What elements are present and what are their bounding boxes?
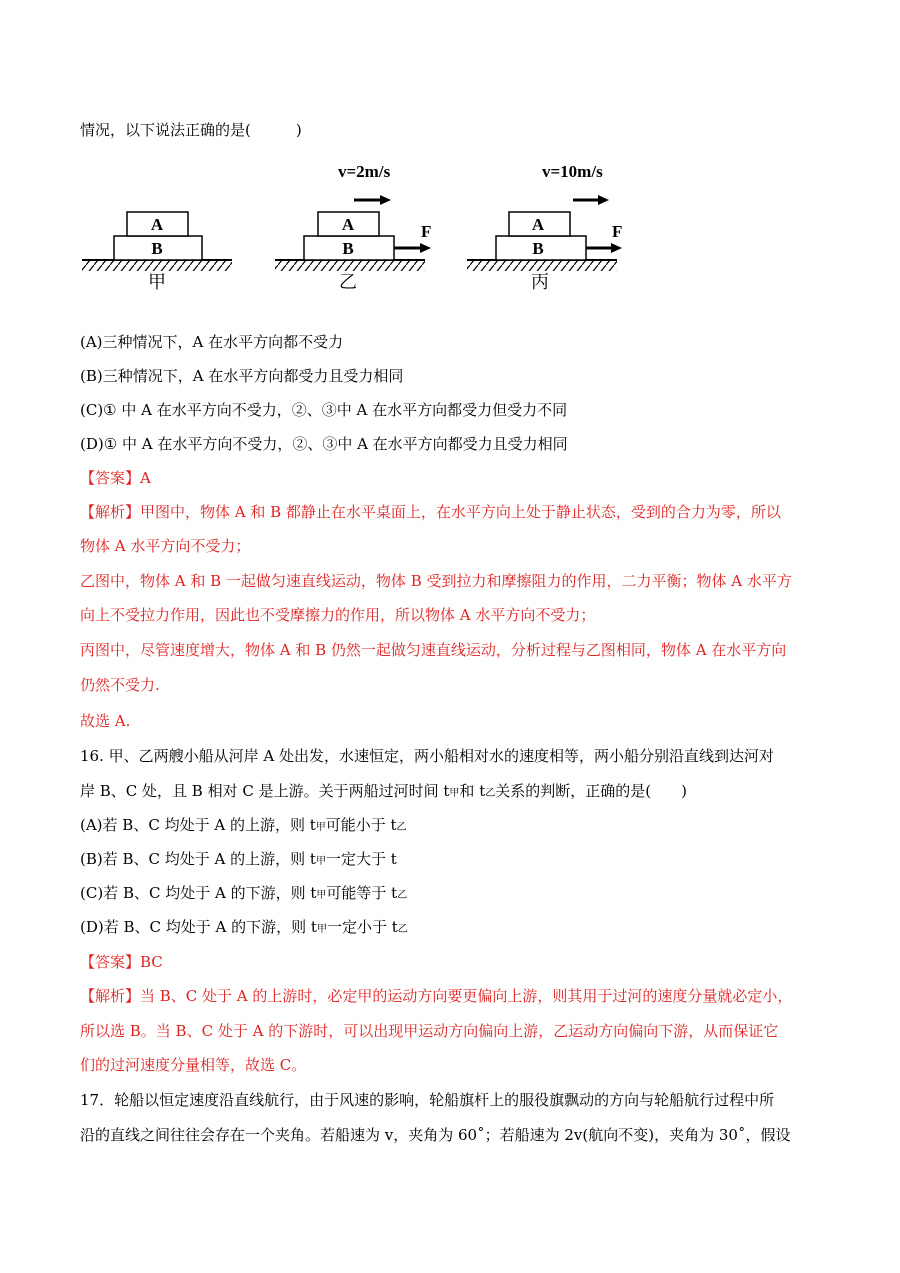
q16-analysis-line: 所以选 B。当 B、C 处于 A 的下游时，可以出现甲运动方向偏向上游，乙运动方向偏向下游，从而保证它 (80, 1022, 779, 1040)
figure-yi (275, 162, 431, 293)
velocity-arrow-icon (380, 195, 391, 205)
block-b-label: B (342, 239, 354, 258)
force-label: F (421, 222, 432, 241)
subscript: 乙 (396, 822, 407, 833)
q15-answer: 【答案】A (80, 469, 151, 487)
subscript: 甲 (315, 822, 326, 833)
ground-hatching (82, 261, 232, 271)
block-a-label: A (150, 215, 164, 234)
subscript: 乙 (397, 890, 408, 901)
velocity-arrow-icon (598, 195, 609, 205)
q16-option-c (80, 882, 840, 907)
text-segment: (D)若 B、C 均处于 A 的下游，则 t (80, 918, 317, 936)
q16-analysis-line: 们的过河速度分量相等，故选 C。 (80, 1056, 307, 1074)
q15-option-a: (A)三种情况下，A 在水平方向都不受力 (80, 333, 344, 351)
text-segment: 一定小于 t (326, 918, 398, 936)
ground-hatching (275, 261, 425, 271)
figure-name-bing: 丙 (531, 272, 549, 293)
q15-option-d: (D)① 中 A 在水平方向不受力，②、③中 A 在水平方向都受力且受力相同 (80, 435, 568, 453)
velocity-label: v=10m/s (542, 162, 603, 181)
subscript: 甲 (316, 924, 327, 935)
force-diagram (70, 155, 690, 305)
q17-stem-line: 沿的直线之间往往会存在一个夹角。若船速为 v，夹角为 60˚；若船速为 2v(航向不变)，夹角为 30˚，假设 (80, 1126, 791, 1144)
block-b-label: B (151, 239, 163, 258)
text-segment: 岸 B、C 处，且 B 相对 C 是上游。关于两船过河时间 t (80, 782, 450, 800)
subscript: 乙 (397, 924, 408, 935)
force-diagram-svg (70, 155, 690, 305)
block-b-label: B (532, 239, 544, 258)
velocity-label: v=2m/s (338, 162, 391, 181)
q15-analysis-line: 物体 A 水平方向不受力； (80, 537, 251, 555)
q15-analysis-line: 仍然不受力. (80, 676, 160, 694)
force-arrow-icon (611, 243, 622, 253)
q15-option-c: (C)① 中 A 在水平方向不受力，②、③中 A 在水平方向都受力但受力不同 (80, 401, 568, 419)
text-segment: (B)若 B、C 均处于 A 的上游，则 t (80, 850, 316, 868)
subscript: 甲 (449, 788, 460, 799)
text-segment: 可能小于 t (325, 816, 397, 834)
q15-analysis-line: 乙图中，物体 A 和 B 一起做匀速直线运动，物体 B 受到拉力和摩擦阻力的作用，二力平衡；物体 A 水平方 (80, 572, 792, 590)
ground-hatching (467, 261, 617, 271)
figure-bing (467, 162, 622, 293)
block-a-label: A (531, 215, 545, 234)
force-arrow-icon (420, 243, 431, 253)
q15-conclusion: 故选 A. (80, 712, 131, 730)
text-segment: (A)若 B、C 均处于 A 的上游，则 t (80, 816, 316, 834)
text-segment: (C)若 B、C 均处于 A 的下游，则 t (80, 884, 317, 902)
q16-option-b (80, 848, 840, 873)
q16-stem-line: 16. 甲、乙两艘小船从河岸 A 处出发，水速恒定，两小船相对水的速度相等，两小船分别沿直线到达河对 (80, 747, 774, 765)
q16-stem-line (80, 780, 840, 805)
q15-option-b: (B)三种情况下，A 在水平方向都受力且受力相同 (80, 367, 404, 385)
figure-jia (82, 212, 232, 293)
text-segment: 一定大于 t (325, 850, 397, 868)
subscript: 乙 (485, 788, 496, 799)
figure-name-yi: 乙 (339, 272, 357, 293)
q15-analysis-line: 【解析】甲图中，物体 A 和 B 都静止在水平桌面上，在水平方向上处于静止状态，受到的合力为零，所以 (80, 503, 781, 521)
q17-stem-line: 17．轮船以恒定速度沿直线航行，由于风速的影响，轮船旗杆上的服役旗飘动的方向与轮船航行过程中所 (80, 1091, 775, 1109)
q16-answer: 【答案】BC (80, 953, 163, 971)
q16-option-a (80, 814, 840, 839)
subscript: 甲 (315, 856, 326, 867)
subscript: 甲 (316, 890, 327, 901)
q16-analysis-line: 【解析】当 B、C 处于 A 的上游时，必定甲的运动方向要更偏向上游，则其用于过河的速度分量就必定小， (80, 987, 793, 1005)
q15-analysis-line: 向上不受拉力作用，因此也不受摩擦力的作用，所以物体 A 水平方向不受力； (80, 606, 596, 624)
figure-name-jia: 甲 (148, 272, 166, 293)
question-15-stem-tail: 情况，以下说法正确的是( ) (80, 121, 302, 139)
force-label: F (612, 222, 623, 241)
q15-analysis-line: 丙图中，尽管速度增大，物体 A 和 B 仍然一起做匀速直线运动，分析过程与乙图相同，物体 A 在水平方向 (80, 641, 787, 659)
block-a-label: A (341, 215, 355, 234)
q16-option-d (80, 916, 840, 941)
text-segment: 关系的判断，正确的是( ) (495, 782, 687, 800)
text-segment: 和 t (459, 782, 486, 800)
text-segment: 可能等于 t (326, 884, 398, 902)
